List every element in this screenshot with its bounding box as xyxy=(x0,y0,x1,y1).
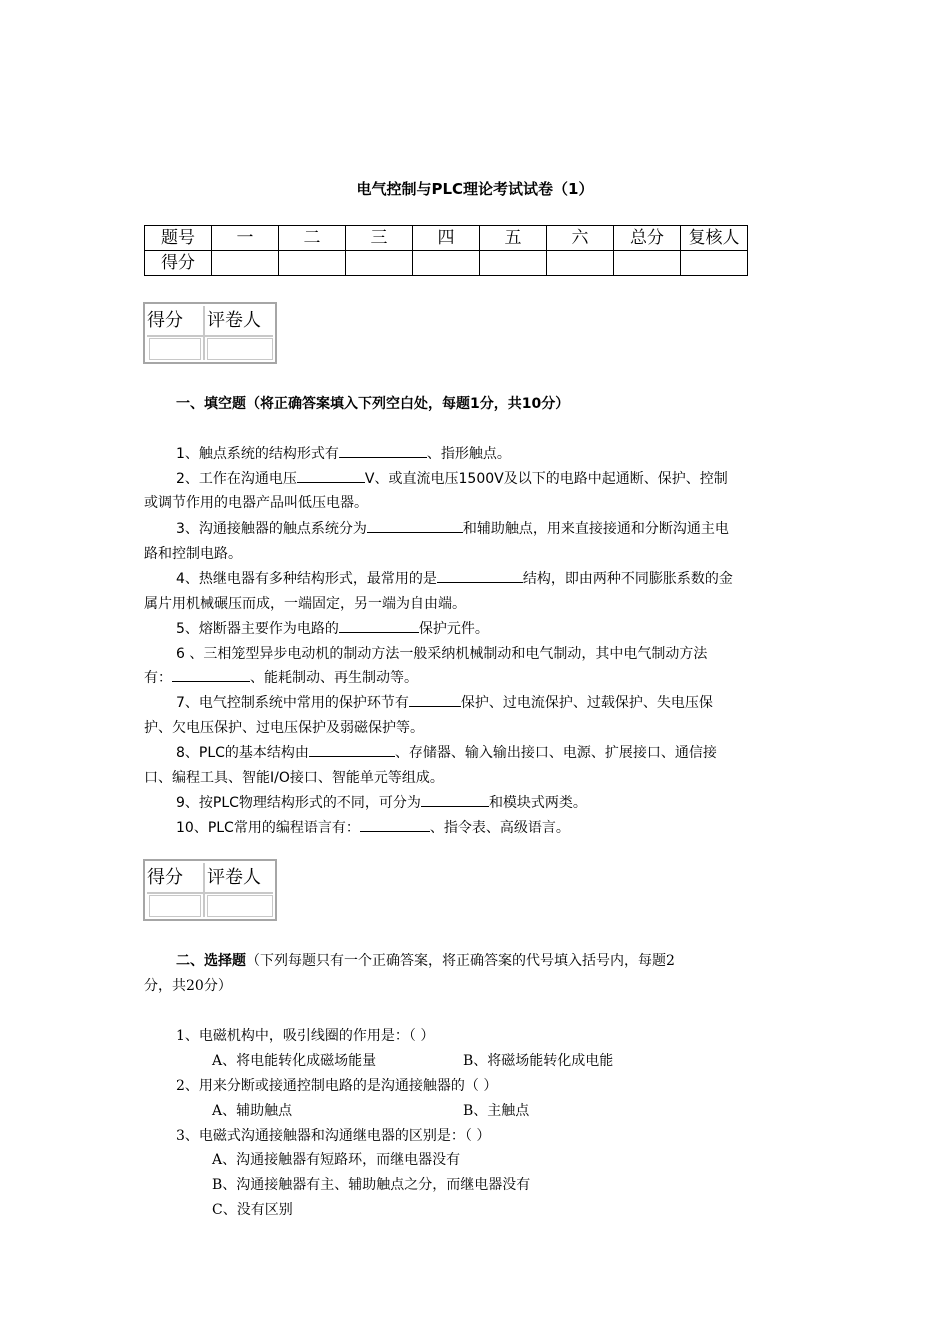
score-table-score-row xyxy=(145,251,748,276)
question-2: 2、工作在沟通电压 V、或直流电压1500V及以下的电路中起通断、保护、控制 xyxy=(176,471,728,487)
header-cell: 题号 xyxy=(145,226,212,251)
score-cell xyxy=(480,251,547,276)
grader-name-cell xyxy=(207,895,273,917)
question-8: 8、PLC的基本结构由 、存储器、输入输出接口、电源、扩展接口、通信接 xyxy=(176,745,717,761)
score-cell xyxy=(413,251,480,276)
choice-option-a: A、将电能转化成磁场能量 xyxy=(212,1053,377,1069)
choice-option-a: A、沟通接触器有短路环，而继电器没有 xyxy=(212,1152,461,1168)
header-cell: 二 xyxy=(279,226,346,251)
header-cell: 四 xyxy=(413,226,480,251)
question-9: 9、按PLC物理结构形式的不同，可分为 和模块式两类。 xyxy=(176,795,587,811)
row-label-cell: 得分 xyxy=(145,251,212,276)
choice-question-1: 1、电磁机构中，吸引线圈的作用是：（ ） xyxy=(176,1028,435,1044)
choice-option-b: B、主触点 xyxy=(463,1103,530,1119)
question-6-cont: 有： 、能耗制动、再生制动等。 xyxy=(144,670,418,686)
grader-name-label: 评卷人 xyxy=(207,867,261,888)
choice-option-c: C、没有区别 xyxy=(212,1202,293,1218)
question-8-cont: 口、编程工具、智能I/O接口、智能单元等组成。 xyxy=(144,770,444,786)
score-cell xyxy=(681,251,748,276)
header-cell: 一 xyxy=(212,226,279,251)
score-table xyxy=(144,225,748,276)
grader-box xyxy=(143,302,277,364)
grader-divider xyxy=(147,335,273,337)
section2-heading-cont: 分，共20分） xyxy=(144,978,232,994)
header-cell: 总分 xyxy=(614,226,681,251)
grader-score-cell xyxy=(149,895,201,917)
grader-name-cell xyxy=(207,338,273,360)
grader-divider xyxy=(203,306,205,360)
question-10: 10、PLC常用的编程语言有： 、指令表、高级语言。 xyxy=(176,820,570,836)
score-cell xyxy=(614,251,681,276)
choice-option-b: B、沟通接触器有主、辅助触点之分，而继电器没有 xyxy=(212,1177,531,1193)
choice-question-2: 2、用来分断或接通控制电路的是沟通接触器的（ ） xyxy=(176,1078,498,1094)
header-cell: 五 xyxy=(480,226,547,251)
question-3: 3、沟通接触器的触点系统分为 和辅助触点，用来直接接通和分断沟通主电 xyxy=(176,521,729,537)
question-4-cont: 属片用机械碾压而成，一端固定，另一端为自由端。 xyxy=(144,596,466,612)
header-cell: 六 xyxy=(547,226,614,251)
question-7-cont: 护、欠电压保护、过电压保护及弱磁保护等。 xyxy=(144,720,424,736)
question-3-cont: 路和控制电路。 xyxy=(144,546,242,562)
choice-question-3: 3、电磁式沟通接触器和沟通继电器的区别是：（ ） xyxy=(176,1128,491,1144)
score-cell xyxy=(279,251,346,276)
page-title: 电气控制与PLC理论考试试卷（1） xyxy=(356,180,594,198)
question-1: 1、触点系统的结构形式有 、指形触点。 xyxy=(176,446,511,462)
grader-name-label: 评卷人 xyxy=(207,310,261,331)
grader-box xyxy=(143,859,277,921)
question-6: 6 、三相笼型异步电动机的制动方法一般采纳机械制动和电气制动，其中电气制动方法 xyxy=(176,646,708,662)
header-cell: 复核人 xyxy=(681,226,748,251)
grader-divider xyxy=(203,863,205,917)
choice-option-a: A、辅助触点 xyxy=(212,1103,293,1119)
score-table-header-row xyxy=(145,226,748,251)
grader-score-label: 得分 xyxy=(147,310,183,331)
question-4: 4、热继电器有多种结构形式，最常用的是 结构，即由两种不同膨胀系数的金 xyxy=(176,571,733,587)
section2-heading: 二、选择题（下列每题只有一个正确答案，将正确答案的代号填入括号内，每题2 xyxy=(176,953,675,969)
grader-score-label: 得分 xyxy=(147,867,183,888)
section1-heading: 一、填空题（将正确答案填入下列空白处，每题1分，共10分） xyxy=(176,396,570,412)
header-cell: 三 xyxy=(346,226,413,251)
grader-score-cell xyxy=(149,338,201,360)
question-2-cont: 或调节作用的电器产品叫低压电器。 xyxy=(144,495,368,511)
question-7: 7、电气控制系统中常用的保护环节有 保护、过电流保护、过载保护、失电压保 xyxy=(176,695,713,711)
score-cell xyxy=(212,251,279,276)
score-cell xyxy=(547,251,614,276)
grader-divider xyxy=(147,892,273,894)
question-5: 5、熔断器主要作为电路的 保护元件。 xyxy=(176,621,489,637)
score-cell xyxy=(346,251,413,276)
choice-option-b: B、将磁场能转化成电能 xyxy=(463,1053,614,1069)
